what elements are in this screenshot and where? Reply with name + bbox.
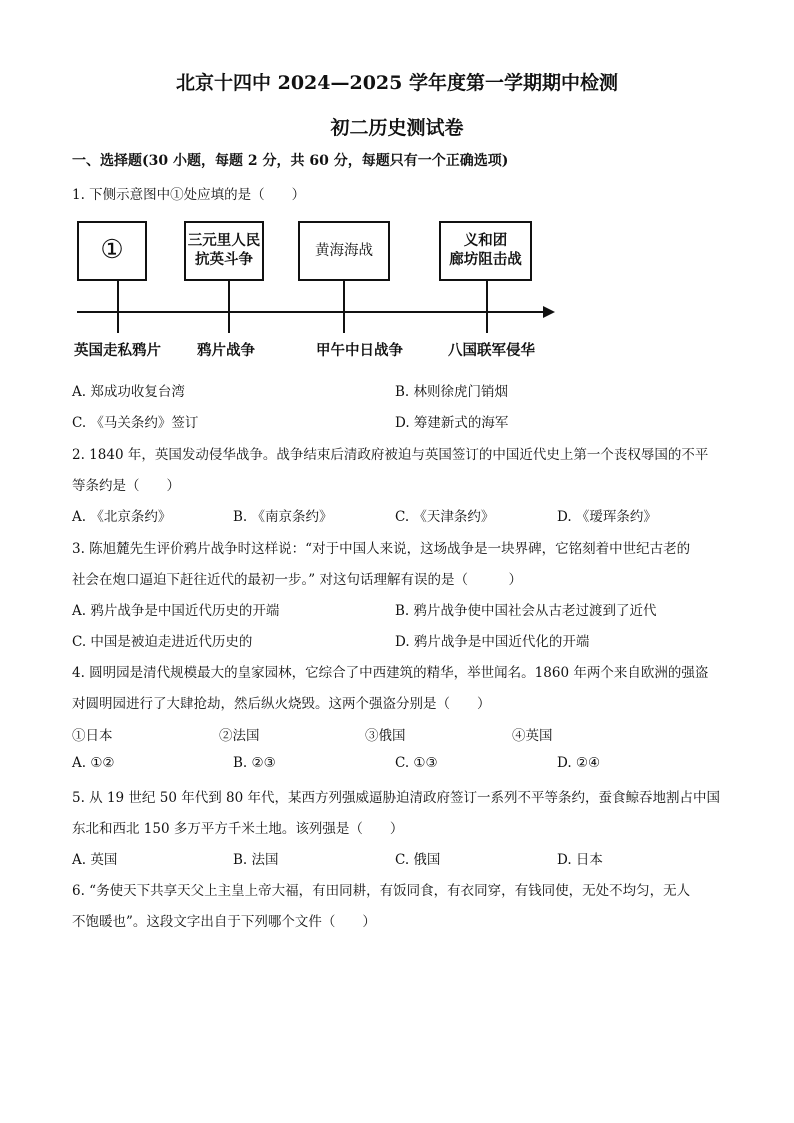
timeline-box-4 xyxy=(439,221,532,281)
timeline-label-4: 八国联军侵华 xyxy=(448,342,535,359)
q4-option-d: D. ②④ xyxy=(557,755,601,771)
q1-option-a: A. 郑成功收复台湾 xyxy=(72,384,185,400)
q5-option-c: C. 俄国 xyxy=(395,852,441,868)
q1-option-d: D. 筹建新式的海军 xyxy=(395,415,509,431)
q4-option-b: B. ②③ xyxy=(233,755,276,771)
q4-item-2: ②法国 xyxy=(219,728,260,744)
q4-option-a: A. ①② xyxy=(72,755,115,771)
q3-option-c: C. 中国是被迫走进近代历史的 xyxy=(72,634,253,650)
timeline-label-3: 甲午中日战争 xyxy=(316,342,403,359)
timeline-box-2 xyxy=(184,221,264,281)
q4-item-4: ④英国 xyxy=(512,728,553,744)
timeline-label-1: 英国走私鸦片 xyxy=(74,342,161,359)
q6-stem-line2: 不饱暖也”。这段文字出自于下列哪个文件（ ） xyxy=(72,914,376,930)
q3-option-d: D. 鸦片战争是中国近代化的开端 xyxy=(395,634,590,650)
q3-stem-line1: 3. 陈旭麓先生评价鸦片战争时这样说：“对于中国人来说，这场战争是一块界碑，它铭刻着中世纪古老的 xyxy=(72,541,691,557)
q2-option-a: A. 《北京条约》 xyxy=(72,509,172,525)
q2-option-d: D. 《瑷珲条约》 xyxy=(557,509,657,525)
timeline-diagram xyxy=(72,215,562,365)
q6-stem-line1: 6. “务使天下共享天父上主皇上帝大福，有田同耕，有饭同食，有衣同穿，有钱同使，无处不均匀，无人 xyxy=(72,883,691,899)
q4-item-3: ③俄国 xyxy=(365,728,406,744)
q2-stem-line2: 等条约是（ ） xyxy=(72,478,180,494)
q4-stem-line1: 4. 圆明园是清代规模最大的皇家园林，它综合了中西建筑的精华，举世闻名。1860 年两个来自欧洲的强盗 xyxy=(72,665,709,681)
timeline-connector xyxy=(117,281,119,333)
q4-option-c: C. ①③ xyxy=(395,755,438,771)
q2-option-c: C. 《天津条约》 xyxy=(395,509,495,525)
q4-item-1: ①日本 xyxy=(72,728,113,744)
q5-option-b: B. 法国 xyxy=(233,852,279,868)
exam-subtitle: 初二历史测试卷 xyxy=(330,117,464,139)
q1-option-b: B. 林则徐虎门销烟 xyxy=(395,384,509,400)
q2-option-b: B. 《南京条约》 xyxy=(233,509,333,525)
q3-stem-line2: 社会在炮口逼迫下赶往近代的最初一步。” 对这句话理解有误的是（ ） xyxy=(72,572,522,588)
timeline-axis xyxy=(77,311,545,313)
timeline-connector xyxy=(343,281,345,333)
exam-title: 北京十四中 2024—2025 学年度第一学期期中检测 xyxy=(176,72,618,94)
q1-option-c: C. 《马关条约》签订 xyxy=(72,415,199,431)
timeline-label-2: 鸦片战争 xyxy=(197,342,255,359)
section-heading: 一、选择题(30 小题，每题 2 分，共 60 分，每题只有一个正确选项) xyxy=(72,153,509,169)
q5-stem-line1: 5. 从 19 世纪 50 年代到 80 年代，某西方列强威逼胁迫清政府签订一系列不平等条约，蚕食鲸吞地割占中国 xyxy=(72,790,720,806)
q1-stem: 1. 下侧示意图中①处应填的是（ ） xyxy=(72,187,306,203)
q3-option-a: A. 鸦片战争是中国近代历史的开端 xyxy=(72,603,280,619)
timeline-connector xyxy=(486,281,488,333)
q5-stem-line2: 东北和西北 150 多万平方千米土地。该列强是（ ） xyxy=(72,821,404,837)
q3-option-b: B. 鸦片战争使中国社会从古老过渡到了近代 xyxy=(395,603,657,619)
timeline-connector xyxy=(228,281,230,333)
q4-stem-line2: 对圆明园进行了大肆抢劫，然后纵火烧毁。这两个强盗分别是（ ） xyxy=(72,696,491,712)
q5-option-d: D. 日本 xyxy=(557,852,603,868)
timeline-box-2-text: 三元里人民 抗英斗争 xyxy=(187,232,261,268)
timeline-box-4-text: 义和团 廊坊阻击战 xyxy=(449,232,522,268)
timeline-box-1: ① xyxy=(77,221,147,281)
q2-stem-line1: 2. 1840 年，英国发动侵华战争。战争结束后清政府被迫与英国签订的中国近代史上第一个丧权辱国的不平 xyxy=(72,447,709,463)
timeline-arrow-icon xyxy=(543,306,555,318)
timeline-box-3: 黄海海战 xyxy=(298,221,390,281)
q5-option-a: A. 英国 xyxy=(72,852,118,868)
